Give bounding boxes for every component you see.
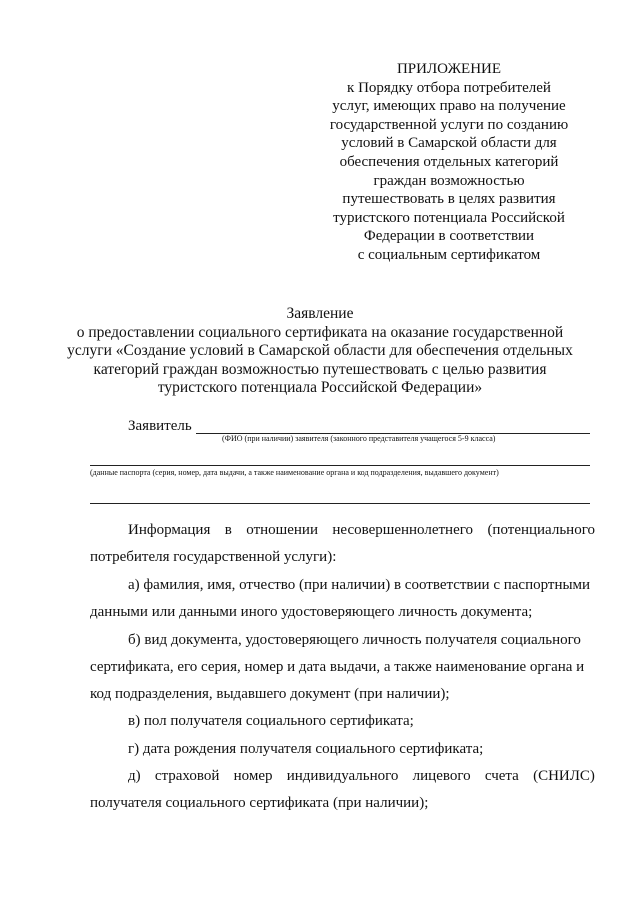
item-a-line-2: данными или данными иного удостоверяющего личность документа; <box>90 604 533 620</box>
item-c: в) пол получателя социального сертификата; <box>128 713 414 729</box>
appendix-line: с социальным сертификатом <box>357 246 541 263</box>
title-line: о предоставлении социального сертификата на оказание государственной <box>76 323 564 341</box>
intro-word: Информация <box>128 522 211 538</box>
item-d: г) дата рождения получателя социального сертификата; <box>128 741 484 757</box>
intro-word: (потенциального <box>487 522 595 538</box>
intro-word: отношении <box>246 522 318 538</box>
item-b-line-3: код подразделения, выдавшего документ (при наличии); <box>90 686 450 702</box>
item-b-line-1: б) вид документа, удостоверяющего личность получателя социального <box>128 632 581 648</box>
intro-word: в <box>224 522 232 538</box>
intro-line-2: потребителя государственной услуги): <box>90 549 337 565</box>
intro-line <box>90 522 595 539</box>
item-a-line-1: а) фамилия, имя, отчество (при наличии) в соответствии с паспортными <box>128 577 591 593</box>
applicant-label: Заявитель <box>128 418 192 434</box>
appendix-line: к Порядку отбора потребителей <box>347 79 551 96</box>
appendix-line: услуг, имеющих право на получение <box>332 98 566 115</box>
title-line: услуги «Создание условий в Самарской области для обеспечения отдельных <box>67 342 573 360</box>
title-line: категорий граждан возможностью путешествовать с целью развития <box>93 360 547 378</box>
item-e-word: страховой <box>154 768 220 784</box>
passport-input-line[interactable] <box>90 465 590 466</box>
appendix-title: ПРИЛОЖЕНИЕ <box>396 61 502 77</box>
applicant-caption: (ФИО (при наличии) заявителя (законного представителя учащегося 5-9 класса) <box>222 434 496 443</box>
appendix-line: туристского потенциала Российской <box>333 209 565 226</box>
document-title <box>40 305 600 398</box>
item-e-word: номер <box>233 768 273 784</box>
appendix-line: условий в Самарской области для <box>341 135 557 152</box>
item-e-word: индивидуального <box>286 768 399 784</box>
item-e-word: д) <box>128 768 141 784</box>
item-e-line-2: получателя социального сертификата (при наличии); <box>90 795 429 811</box>
title-line: туристского потенциала Российской Федерации» <box>157 379 483 397</box>
item-e-word: счета <box>484 768 519 784</box>
intro-word: несовершеннолетнего <box>332 522 474 538</box>
appendix-line: граждан возможностью <box>373 172 525 189</box>
title-heading: Заявление <box>286 305 354 322</box>
item-e-word: лицевого <box>412 768 471 784</box>
appendix-line: Федерации в соответствии <box>363 228 535 245</box>
item-e-word: (СНИЛС) <box>533 768 595 784</box>
passport-input-line-2[interactable] <box>90 503 590 504</box>
appendix-header <box>318 60 580 265</box>
appendix-line: государственной услуги по созданию <box>329 116 569 133</box>
passport-caption: (данные паспорта (серия, номер, дата выдачи, а также наименование органа и код подразделения, выдавшего документ) <box>90 468 499 477</box>
item-b-line-2: сертификата, его серия, номер и дата выдачи, а также наименование органа и <box>90 659 585 675</box>
appendix-line: обеспечения отдельных категорий <box>339 153 559 170</box>
appendix-line: путешествовать в целях развития <box>342 191 556 208</box>
item-e-line-1 <box>90 768 595 785</box>
